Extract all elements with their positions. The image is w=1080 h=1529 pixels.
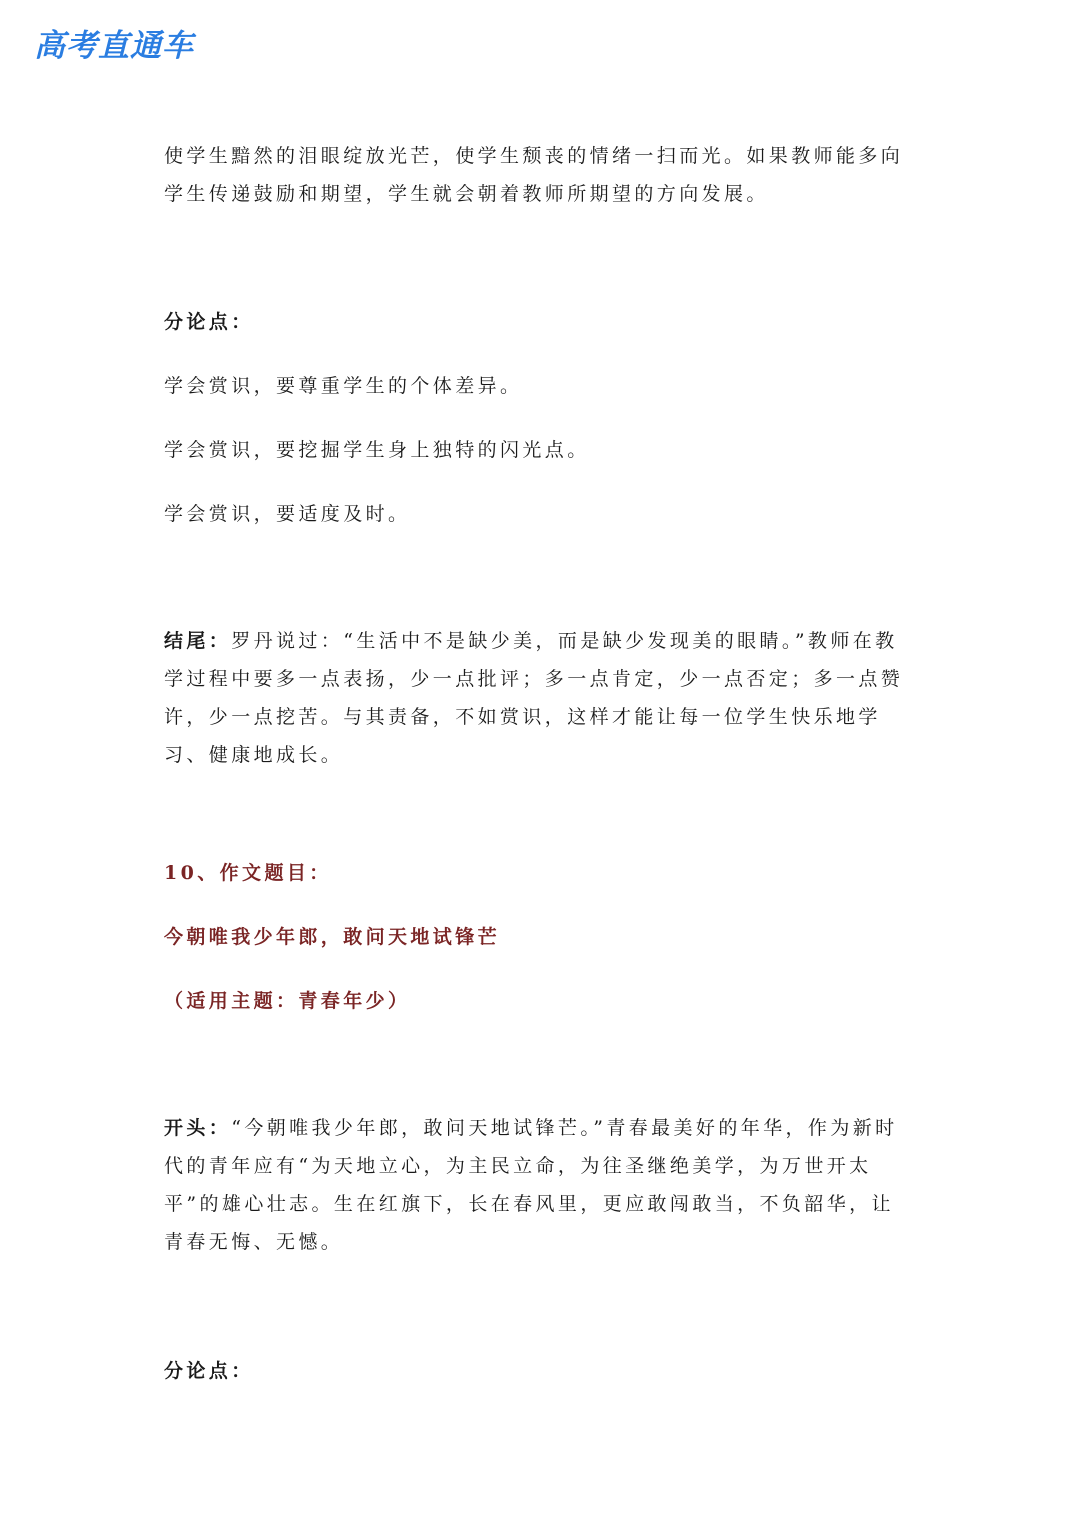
intro-text: 使学生黯然的泪眼绽放光芒，使学生颓丧的情绪一扫而光。如果教师能多向学生传递鼓励和期望，学生就会朝着教师所期望的方向发展。 — [164, 145, 904, 205]
ending-paragraph — [164, 622, 916, 774]
topic-number-label: 10、作文题目： — [164, 862, 332, 884]
topic-theme — [164, 982, 916, 1020]
opening-label: 开头： — [164, 1117, 232, 1139]
topic-title — [164, 918, 916, 956]
opening-text-block — [164, 1109, 916, 1261]
sub-points-label: 分论点： — [164, 311, 254, 333]
topic-title-text: 今朝唯我少年郎，敢问天地试锋芒 — [164, 926, 501, 948]
sub-points-label: 分论点： — [164, 1360, 254, 1382]
sub-points-heading-2 — [164, 1352, 916, 1390]
sub-point-item — [164, 431, 916, 469]
ending-label: 结尾： — [164, 630, 232, 652]
ending-text: 罗丹说过：“生活中不是缺少美，而是缺少发现美的眼睛。”教师在教学过程中要多一点表扬，少一点批评；多一点肯定，少一点否定；多一点赞许，少一点挖苦。与其责备，不如赏识，这样才能让每一位学生快乐地学习、健康地成长。 — [164, 630, 904, 766]
sub-point-item — [164, 367, 916, 405]
sub-point-text: 学会赏识，要尊重学生的个体差异。 — [164, 375, 523, 397]
site-logo: 高考直通车 — [34, 28, 194, 64]
opening-paragraph — [164, 1109, 916, 1261]
sub-points-heading-1 — [164, 303, 916, 341]
ending-text-block — [164, 622, 916, 774]
sub-point-text: 学会赏识，要挖掘学生身上独特的闪光点。 — [164, 439, 590, 461]
opening-text: “今朝唯我少年郎，敢问天地试锋芒。”青春最美好的年华，作为新时代的青年应有“为天地立心，为主民立命，为往圣继绝美学，为万世开太平”的雄心壮志。生在红旗下，长在春风里，更应敢闯敢当，不负韶华，让青春无悔、无憾。 — [164, 1117, 898, 1253]
topic-theme-text: （适用主题：青春年少） — [164, 990, 411, 1012]
topic-number — [164, 854, 916, 892]
sub-point-text: 学会赏识，要适度及时。 — [164, 503, 411, 525]
intro-paragraph — [164, 137, 916, 213]
sub-point-item — [164, 495, 916, 533]
